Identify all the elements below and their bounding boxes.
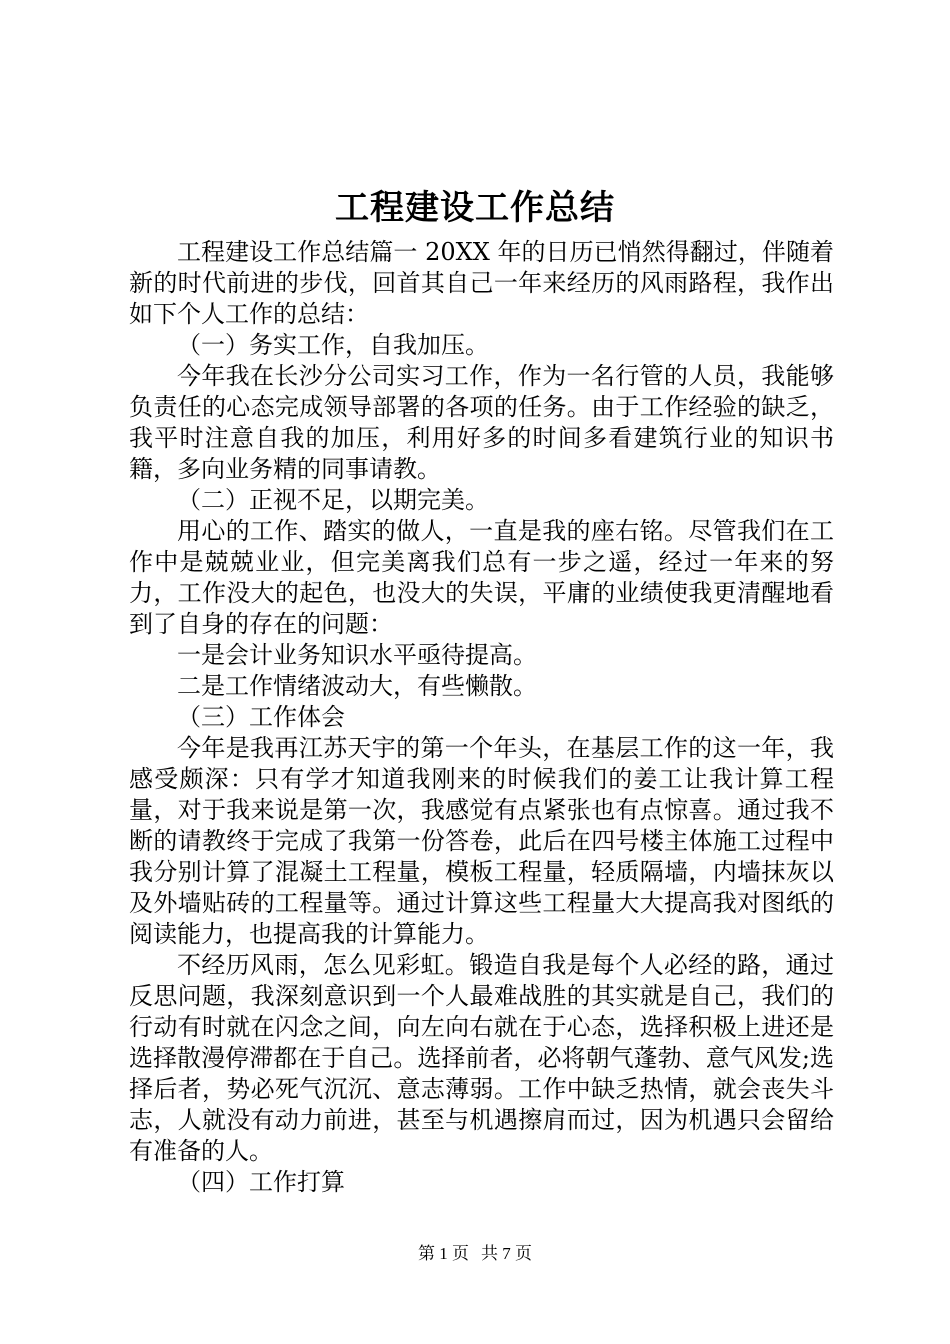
document-body bbox=[129, 237, 834, 1198]
body-paragraph: 今年是我再江苏天宇的第一个年头，在基层工作的这一年，我感受颇深：只有学才知道我刚来的时候我们的姜工让我计算工程量，对于我来说是第一次，我感觉有点紧张也有点惊喜。通过我不断的请教终于完成了我第一份答卷，此后在四号楼主体施工过程中我分别计算了混凝土工程量，模板工程量，轻质隔墙，内墙抹灰以及外墙贴砖的工程量等。通过计算这些工程量大大提高我对图纸的阅读能力，也提高我的计算能力。 bbox=[129, 734, 834, 948]
page-number-current: 第 1 页 bbox=[418, 1244, 469, 1263]
document-title: 工程建设工作总结 bbox=[335, 188, 615, 228]
section-heading: （三）工作体会 bbox=[177, 703, 345, 731]
body-paragraph: 工程建设工作总结篇一 20XX 年的日历已悄然得翻过，伴随着新的时代前进的步伐，回首其自己一年来经历的风雨路程，我作出如下个人工作的总结： bbox=[129, 238, 834, 328]
page-number-total: 共 7 页 bbox=[481, 1244, 532, 1263]
page-footer bbox=[0, 1242, 950, 1266]
section-heading: （四）工作打算 bbox=[177, 1168, 345, 1196]
body-paragraph: 用心的工作、踏实的做人，一直是我的座右铭。尽管我们在工作中是兢兢业业，但完美离我们总有一步之遥，经过一年来的努力，工作没大的起色，也没大的失误，平庸的业绩使我更清醒地看到了自身的存在的问题： bbox=[129, 517, 834, 638]
section-heading: （一）务实工作，自我加压。 bbox=[177, 331, 489, 359]
body-paragraph: 二是工作情绪波动大，有些懒散。 bbox=[177, 672, 537, 700]
body-paragraph: 不经历风雨，怎么见彩虹。锻造自我是每个人必经的路，通过反思问题，我深刻意识到一个人最难战胜的其实就是自己，我们的行动有时就在闪念之间，向左向右就在于心态，选择积极上进还是选择散漫停滞都在于自己。选择前者，必将朝气蓬勃、意气风发;选择后者，势必死气沉沉、意志薄弱。工作中缺乏热情，就会丧失斗志，人就没有动力前进，甚至与机遇擦肩而过，因为机遇只会留给有准备的人。 bbox=[129, 951, 834, 1165]
section-heading: （二）正视不足，以期完美。 bbox=[177, 486, 489, 514]
body-paragraph: 一是会计业务知识水平亟待提高。 bbox=[177, 641, 537, 669]
body-paragraph: 今年我在长沙分公司实习工作，作为一名行管的人员，我能够负责任的心态完成领导部署的各项的任务。由于工作经验的缺乏，我平时注意自我的加压，利用好多的时间多看建筑行业的知识书籍，多向业务精的同事请教。 bbox=[129, 362, 834, 483]
